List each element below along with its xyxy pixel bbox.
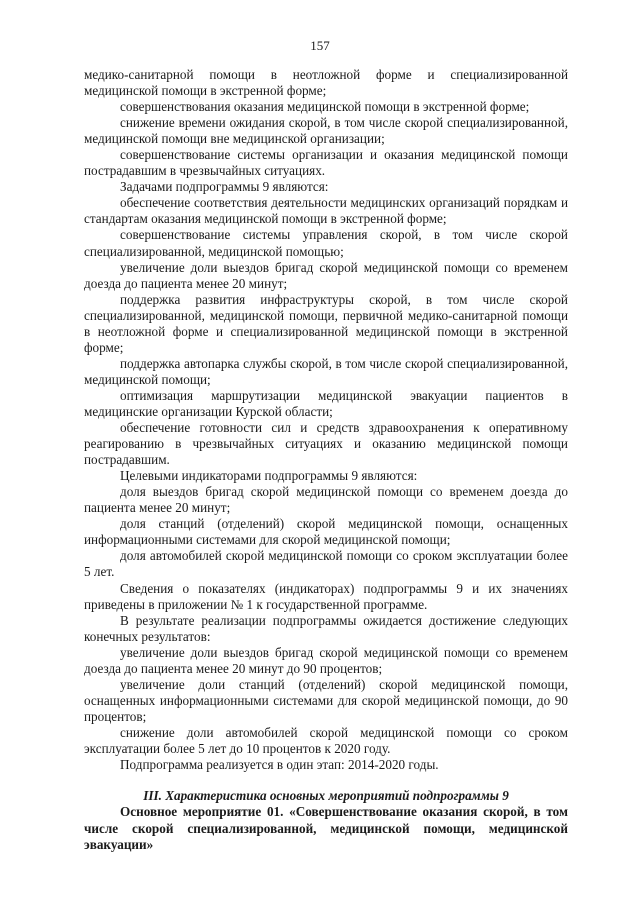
- section-subheading: Основное мероприятие 01. «Совершенствование оказания скорой, в том числе скорой специализированной, медицинской помощи, медицинской эвакуации»: [84, 804, 568, 853]
- paragraph: медико-санитарной помощи в неотложной форме и специализированной медицинской помощи в экстренной форме;: [84, 67, 568, 99]
- paragraph: Целевыми индикаторами подпрограммы 9 являются:: [120, 468, 418, 484]
- paragraph: увеличение доли выездов бригад скорой медицинской помощи со временем доезда до пациента менее 20 минут до 90 процентов;: [84, 644, 568, 676]
- paragraph: снижение времени ожидания скорой, в том числе скорой специализированной, медицинской помощи вне медицинской организации;: [84, 115, 568, 147]
- paragraph: увеличение доли станций (отделений) скорой медицинской помощи, оснащенных информационными системами для скорой медицинской помощи, до 90 процентов;: [84, 676, 568, 724]
- paragraph: увеличение доли выездов бригад скорой медицинской помощи со временем доезда до пациента менее 20 минут;: [84, 259, 568, 291]
- paragraph: поддержка автопарка службы скорой, в том числе скорой специализированной, медицинской помощи;: [84, 355, 568, 387]
- paragraph: Подпрограмма реализуется в один этап: 2014-2020 годы.: [120, 757, 439, 773]
- paragraph: доля станций (отделений) скорой медицинской помощи, оснащенных информационными системами для скорой медицинской помощи;: [84, 516, 568, 548]
- paragraph: доля автомобилей скорой медицинской помощи со сроком эксплуатации более 5 лет.: [84, 548, 568, 580]
- paragraph: В результате реализации подпрограммы ожидается достижение следующих конечных результатов:: [84, 612, 568, 644]
- paragraph: совершенствование системы управления скорой, в том числе скорой специализированной, медицинской помощью;: [84, 227, 568, 259]
- paragraph: оптимизация маршрутизации медицинской эвакуации пациентов в медицинские организации Курской области;: [84, 387, 568, 419]
- page-number: 157: [310, 38, 330, 53]
- paragraph: совершенствования оказания медицинской помощи в экстренной форме;: [120, 99, 530, 115]
- paragraph: доля выездов бригад скорой медицинской помощи со временем доезда до пациента менее 20 минут;: [84, 484, 568, 516]
- document-body: [84, 67, 568, 773]
- paragraph: снижение доли автомобилей скорой медицинской помощи со сроком эксплуатации более 5 лет до 10 процентов к 2020 году.: [84, 724, 568, 756]
- paragraph: совершенствование системы организации и оказания медицинской помощи пострадавшим в чрезвычайных ситуациях.: [84, 147, 568, 179]
- paragraph: поддержка развития инфраструктуры скорой, в том числе скорой специализированной, медицинской помощи, первичной медико-санитарной помощи в неотложной форме и специализированной медицинской помощи в экстренной форме;: [84, 291, 568, 355]
- paragraph: обеспечение готовности сил и средств здравоохранения к оперативному реагированию в чрезвычайных ситуациях и оказанию медицинской помощи пострадавшим.: [84, 420, 568, 468]
- section-heading: III. Характеристика основных мероприятий подпрограммы 9: [143, 788, 509, 803]
- paragraph: обеспечение соответствия деятельности медицинских организаций порядкам и стандартам оказания медицинской помощи в экстренной форме;: [84, 195, 568, 227]
- section-block: [84, 788, 568, 854]
- paragraph: Сведения о показателях (индикаторах) подпрограммы 9 и их значениях приведены в приложении № 1 к государственной программе.: [84, 580, 568, 612]
- paragraph: Задачами подпрограммы 9 являются:: [120, 179, 329, 195]
